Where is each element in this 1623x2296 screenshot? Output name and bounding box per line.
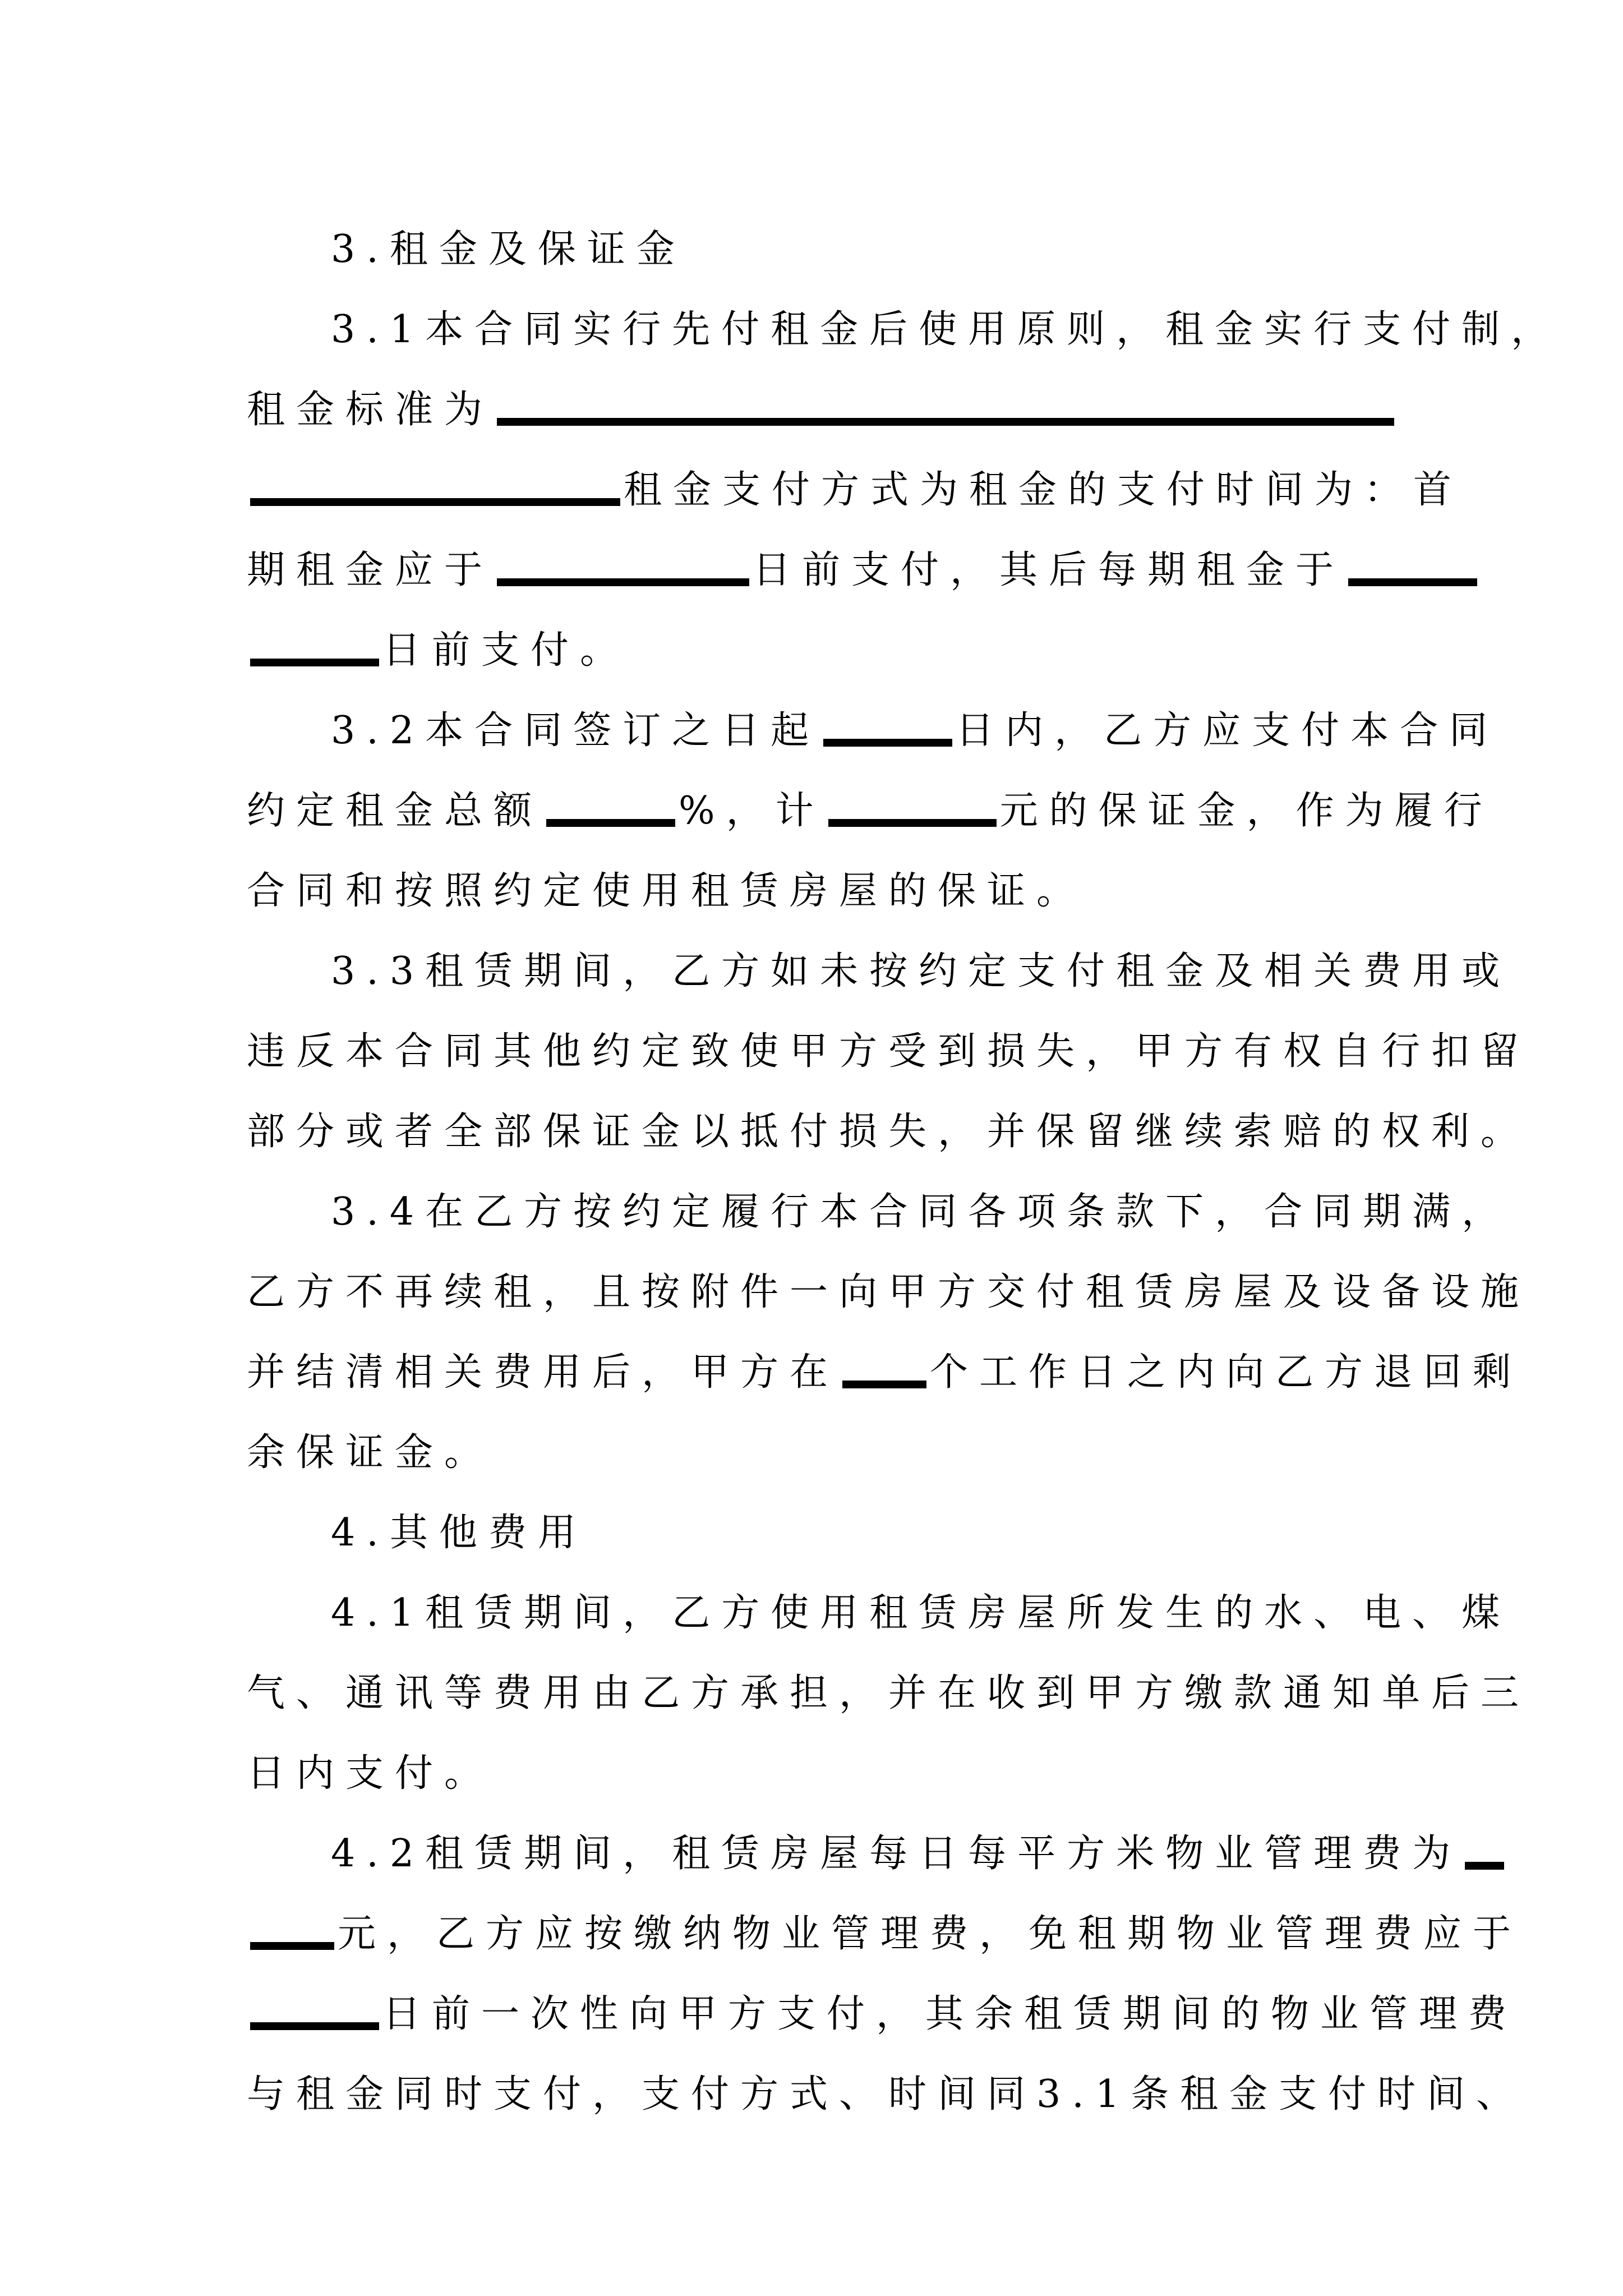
document-line bbox=[331, 1580, 1511, 1647]
fill-in-blank bbox=[828, 819, 997, 827]
line-text: 4.1租赁期间，乙方使用租赁房屋所发生的水、电、煤 bbox=[331, 1591, 1511, 1635]
fill-in-blank bbox=[1348, 578, 1477, 586]
fill-in-blank bbox=[1465, 1862, 1504, 1870]
document-line bbox=[247, 2061, 1525, 2128]
document-line bbox=[247, 1660, 1530, 1727]
document-line bbox=[247, 1259, 1530, 1326]
document-line bbox=[247, 1901, 1522, 1968]
line-text: 元，乙方应按缴纳物业管理费，免租期物业管理费应于 bbox=[338, 1912, 1523, 1956]
line-text: 日内，乙方应支付本合同 bbox=[956, 708, 1499, 753]
document-line bbox=[247, 537, 1481, 604]
line-text: 气、通讯等费用由乙方承担，并在收到甲方缴款通知单后三 bbox=[247, 1671, 1530, 1715]
document-line bbox=[331, 1179, 1511, 1246]
document-line bbox=[247, 1419, 494, 1487]
document-line bbox=[331, 938, 1511, 1005]
document-line bbox=[247, 617, 629, 684]
line-text: 违反本合同其他约定致使甲方受到损失，甲方有权自行扣留 bbox=[247, 1029, 1530, 1074]
line-text: 4.其他费用 bbox=[331, 1511, 587, 1555]
document-line bbox=[247, 376, 1398, 444]
line-text: 3.4在乙方按约定履行本合同各项条款下，合同期满， bbox=[331, 1190, 1511, 1234]
line-text: 个工作日之内向乙方退回剩 bbox=[930, 1350, 1523, 1395]
line-text: 乙方不再续租，且按附件一向甲方交付租赁房屋及设备设施 bbox=[247, 1270, 1530, 1314]
line-text: 3.3租赁期间，乙方如未按约定支付租金及相关费用或 bbox=[331, 949, 1511, 993]
line-text: 与租金同时支付，支付方式、时间同3.1条租金支付时间、 bbox=[247, 2072, 1526, 2116]
line-text: 约定租金总额 bbox=[247, 789, 543, 833]
line-text: 3.租金及保证金 bbox=[331, 227, 686, 272]
document-line bbox=[247, 1981, 1518, 2048]
line-text: 租金标准为 bbox=[247, 388, 494, 432]
line-text: 并结清相关费用后，甲方在 bbox=[247, 1350, 840, 1395]
line-text: 部分或者全部保证金以抵付损失，并保留继续索赔的权利。 bbox=[247, 1110, 1530, 1154]
fill-in-blank bbox=[823, 739, 952, 747]
line-text: 合同和按照约定使用租赁房屋的保证。 bbox=[247, 869, 1086, 913]
fill-in-blank bbox=[250, 659, 379, 666]
document-line bbox=[247, 777, 1493, 845]
document-line bbox=[331, 1820, 1507, 1888]
document-line bbox=[247, 457, 1463, 524]
line-text: 日前一次性向甲方支付，其余租赁期间的物业管理费 bbox=[382, 1992, 1518, 2036]
fill-in-blank bbox=[497, 578, 749, 586]
line-text: 4.2租赁期间，租赁房屋每日每平方米物业管理费为 bbox=[331, 1832, 1462, 1876]
document-line bbox=[247, 1098, 1530, 1166]
fill-in-blank bbox=[250, 2022, 379, 2030]
document-line bbox=[247, 858, 1086, 925]
fill-in-blank bbox=[842, 1381, 926, 1388]
line-text: 日前支付。 bbox=[382, 628, 630, 673]
line-text: 3.1本合同实行先付租金后使用原则，租金实行支付制， bbox=[331, 307, 1561, 352]
document-line bbox=[247, 1740, 494, 1807]
fill-in-blank bbox=[497, 418, 1394, 426]
document-line bbox=[247, 1339, 1522, 1406]
fill-in-blank bbox=[250, 1942, 334, 1950]
fill-in-blank bbox=[546, 819, 675, 827]
line-text: 元的保证金，作为履行 bbox=[999, 789, 1493, 833]
line-text: 租金支付方式为租金的支付时间为：首 bbox=[624, 468, 1463, 512]
document-line bbox=[247, 1018, 1530, 1085]
document-line bbox=[331, 1499, 587, 1567]
line-text: 3.2本合同签订之日起 bbox=[331, 708, 820, 753]
line-text: 期租金应于 bbox=[247, 548, 494, 592]
line-text: 日内支付。 bbox=[247, 1751, 494, 1796]
document-line bbox=[331, 216, 686, 283]
document-line bbox=[331, 296, 1560, 364]
fill-in-blank bbox=[250, 498, 620, 506]
line-text: 余保证金。 bbox=[247, 1430, 494, 1475]
document-line bbox=[331, 697, 1498, 765]
line-text: %，计 bbox=[679, 789, 825, 833]
line-text: 日前支付，其后每期租金于 bbox=[753, 548, 1345, 592]
